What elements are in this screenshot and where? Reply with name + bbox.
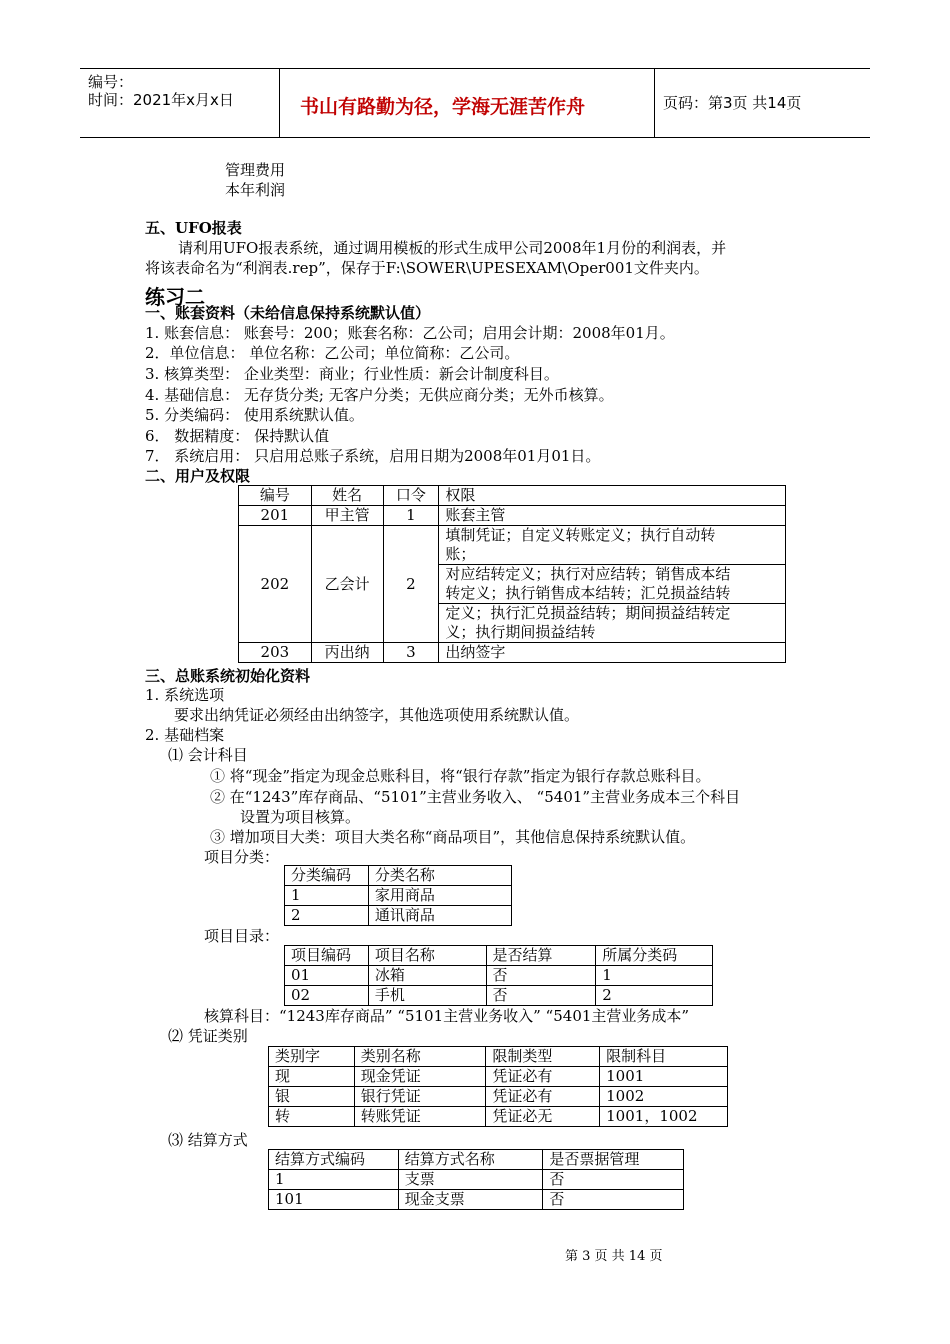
table-header: 项目编码 — [285, 946, 369, 966]
list-item: 设置为项目核算。 — [240, 808, 361, 826]
label: 项目分类： — [204, 848, 280, 866]
table-cell: 甲主管 — [311, 506, 383, 526]
paragraph-line: 核算科目：“1243库存商品” “5101主营业务收入” “5401主营业务成本” — [204, 1007, 690, 1025]
table-cell: 202 — [239, 526, 312, 643]
sub-heading: ⑶ 结算方式 — [168, 1131, 248, 1149]
table-cell: 1 — [285, 886, 369, 906]
table-cell: 02 — [285, 986, 369, 1006]
header-divider — [654, 69, 655, 137]
list-item: ② 在“1243”库存商品、“5101”主营业务收入、 “5401”主营业务成本三个科目 — [210, 788, 741, 806]
table-header: 分类名称 — [368, 866, 511, 886]
table-cell: 银 — [269, 1087, 355, 1107]
section-title: 一、账套资料（未给信息保持系统默认值） — [145, 304, 431, 322]
table-cell: 1 — [383, 506, 439, 526]
settlement-table — [268, 1149, 684, 1210]
voucher-table — [268, 1046, 728, 1127]
users-table — [238, 485, 786, 663]
list-item: 4. 基础信息： 无存货分类; 无客户分类；无供应商分类；无外币核算。 — [145, 386, 614, 404]
table-cell: 1 — [269, 1170, 399, 1190]
table-header: 限制科目 — [600, 1047, 728, 1067]
exercise-title: 练习二 — [145, 285, 205, 309]
text-line: 本年利润 — [225, 181, 286, 199]
table-cell: 2 — [596, 986, 713, 1006]
perm-line: 定义；执行汇兑损益结转；期间损益结转定 — [445, 604, 731, 622]
category-table — [284, 865, 512, 926]
table-header: 所属分类码 — [596, 946, 713, 966]
perm-line: 账； — [445, 545, 476, 563]
paragraph-line: 将该表命名为“利润表.rep”，保存于F:\SOWER\UPESEXAM\Oper001文件夹内。 — [145, 259, 709, 277]
list-item: ① 将“现金”指定为现金总账科目，将“银行存款”指定为银行存款总账科目。 — [210, 767, 711, 785]
sub-heading: ⑵ 凭证类别 — [168, 1027, 248, 1045]
table-cell: 2 — [285, 906, 369, 926]
table-header: 编号 — [239, 486, 312, 506]
page-footer: 第 3 页 共 14 页 — [565, 1249, 663, 1264]
section-title: 五、UFO报表 — [145, 219, 242, 237]
table-cell: 转 — [269, 1107, 355, 1127]
table-cell: 现 — [269, 1067, 355, 1087]
table-header: 项目名称 — [368, 946, 486, 966]
table-cell: 支票 — [398, 1170, 543, 1190]
list-item: 1. 账套信息： 账套号：200；账套名称：乙公司；启用会计期：2008年01月。 — [145, 324, 675, 342]
table-cell: 1 — [596, 966, 713, 986]
perm-line: 义；执行期间损益结转 — [445, 623, 596, 641]
table-cell: 现金支票 — [398, 1190, 543, 1210]
paragraph-line: 请利用UFO报表系统，通过调用模板的形式生成甲公司2008年1月份的利润表，并 — [178, 239, 727, 257]
label: 项目目录： — [204, 927, 280, 945]
table-cell: 现金凭证 — [354, 1067, 486, 1087]
table-cell: 1001，1002 — [600, 1107, 728, 1127]
list-item: 3. 核算类型： 企业类型：商业；行业性质：新会计制度科目。 — [145, 365, 559, 383]
table-cell: 通讯商品 — [368, 906, 511, 926]
section-title: 三、总账系统初始化资料 — [145, 667, 311, 685]
table-cell: 1001 — [600, 1067, 728, 1087]
header-page: 页码：第3页 共14页 — [663, 94, 802, 112]
table-cell — [439, 565, 786, 604]
table-header: 分类编码 — [285, 866, 369, 886]
header-number: 编号： — [88, 73, 134, 91]
table-header: 类别字 — [269, 1047, 355, 1067]
table-cell: 出纳签字 — [439, 643, 786, 663]
table-cell: 手机 — [368, 986, 486, 1006]
perm-line: 对应结转定义；执行对应结转；销售成本结 — [445, 565, 731, 583]
table-header: 权限 — [439, 486, 786, 506]
table-cell: 凭证必无 — [486, 1107, 600, 1127]
table-header: 是否票据管理 — [543, 1150, 684, 1170]
perm-line: 转定义；执行销售成本结转；汇兑损益结转 — [445, 584, 731, 602]
table-header: 口令 — [383, 486, 439, 506]
table-cell: 银行凭证 — [354, 1087, 486, 1107]
list-item: 2．单位信息： 单位名称：乙公司；单位简称：乙公司。 — [145, 344, 520, 362]
table-cell: 否 — [543, 1190, 684, 1210]
table-cell: 201 — [239, 506, 312, 526]
header-time: 时间：2021年x月x日 — [88, 91, 234, 109]
header-divider — [279, 69, 280, 137]
table-cell: 冰箱 — [368, 966, 486, 986]
list-item: 2. 基础档案 — [145, 726, 225, 744]
table-cell: 账套主管 — [439, 506, 786, 526]
table-cell: 否 — [486, 986, 596, 1006]
sub-heading: ⑴ 会计科目 — [168, 746, 248, 764]
table-header: 类别名称 — [354, 1047, 486, 1067]
list-item: ③ 增加项目大类：项目大类名称“商品项目”，其他信息保持系统默认值。 — [210, 828, 696, 846]
table-cell: 凭证必有 — [486, 1087, 600, 1107]
list-item: 6． 数据精度： 保持默认值 — [145, 427, 330, 445]
table-cell: 否 — [543, 1170, 684, 1190]
table-header: 结算方式名称 — [398, 1150, 543, 1170]
table-header: 是否结算 — [486, 946, 596, 966]
header-motto: 书山有路勤为径，学海无涯苦作舟 — [300, 96, 586, 118]
table-cell: 01 — [285, 966, 369, 986]
paragraph-line: 要求出纳凭证必须经由出纳签字，其他选项使用系统默认值。 — [174, 706, 580, 724]
table-cell: 3 — [383, 643, 439, 663]
section-title: 二、用户及权限 — [145, 467, 251, 485]
directory-table — [284, 945, 713, 1006]
table-cell: 转账凭证 — [354, 1107, 486, 1127]
table-cell — [439, 526, 786, 565]
table-header: 结算方式编码 — [269, 1150, 399, 1170]
table-cell: 1002 — [600, 1087, 728, 1107]
table-cell: 丙出纳 — [311, 643, 383, 663]
table-cell: 凭证必有 — [486, 1067, 600, 1087]
table-header: 限制类型 — [486, 1047, 600, 1067]
table-cell: 乙会计 — [311, 526, 383, 643]
table-cell: 203 — [239, 643, 312, 663]
table-cell: 2 — [383, 526, 439, 643]
perm-line: 填制凭证；自定义转账定义；执行自动转 — [445, 526, 716, 544]
table-cell — [439, 604, 786, 643]
text-line: 管理费用 — [225, 161, 286, 179]
table-cell: 否 — [486, 966, 596, 986]
table-cell: 家用商品 — [368, 886, 511, 906]
list-item: 7． 系统启用： 只启用总账子系统，启用日期为2008年01月01日。 — [145, 447, 601, 465]
table-header: 姓名 — [311, 486, 383, 506]
list-item: 1. 系统选项 — [145, 686, 225, 704]
list-item: 5. 分类编码： 使用系统默认值。 — [145, 406, 364, 424]
table-cell: 101 — [269, 1190, 399, 1210]
